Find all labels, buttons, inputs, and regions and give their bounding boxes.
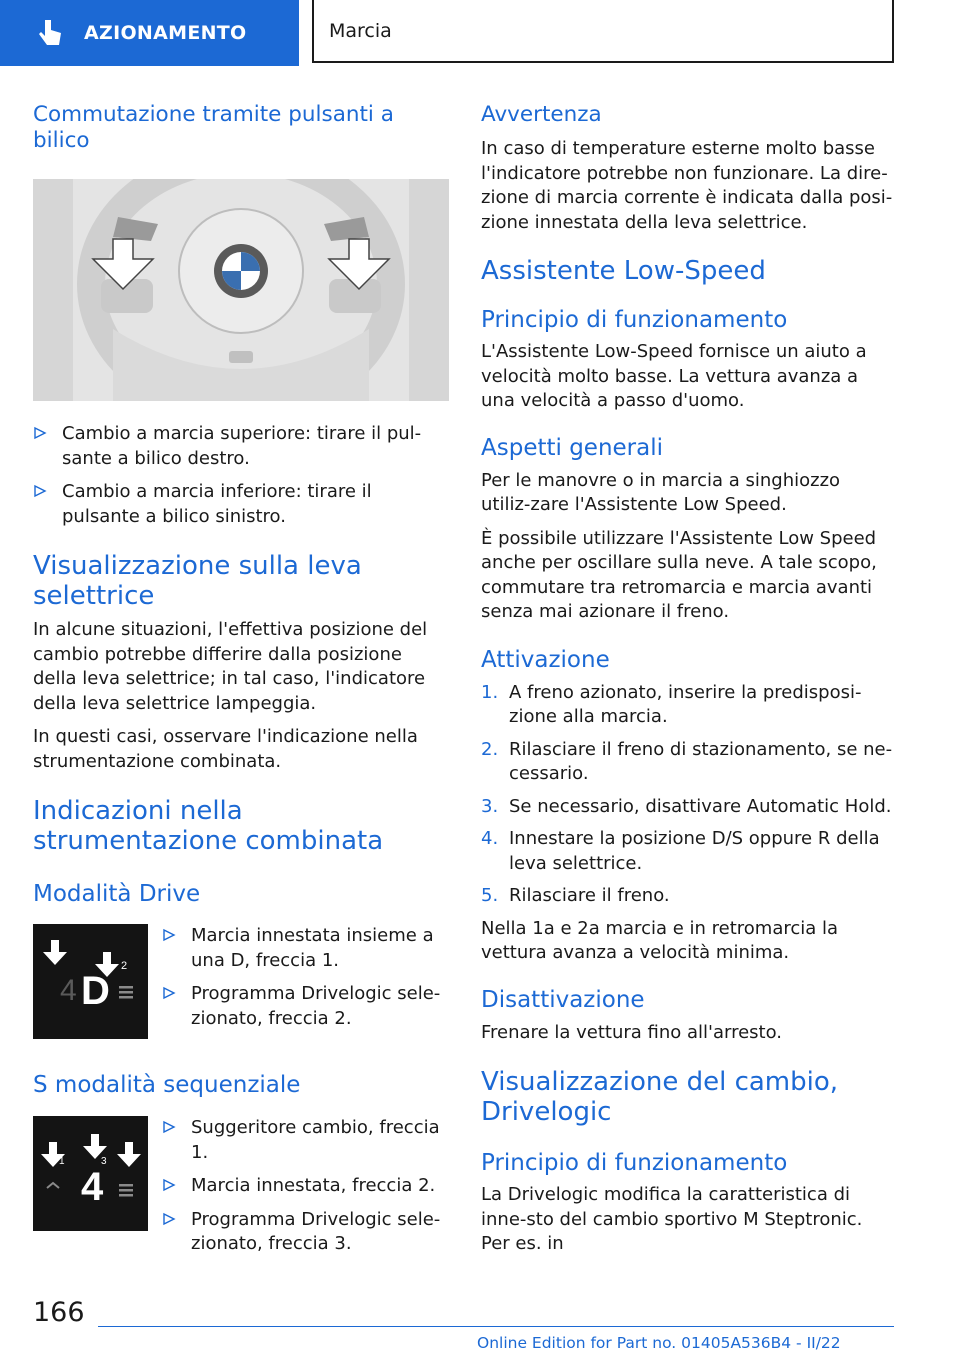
list-item: Suggeritore cambio, freccia 1.: [162, 1116, 449, 1165]
bullet-triangle-icon: [33, 426, 47, 440]
chapter-tab: [312, 0, 894, 63]
list-item: 4. Innestare la posizione D/S oppure R della leva selettrice.: [481, 828, 880, 874]
bullet-triangle-icon: [33, 484, 47, 498]
paragraph: In questi casi, osservare l'indicazione nella strumentazione combinata.: [33, 726, 418, 772]
list-item: 1. A freno azionato, inserire la predisposi-zione alla marcia.: [481, 681, 862, 727]
arrow-label-2: 2: [121, 960, 128, 972]
heading-drivelogic: Visualizzazione del cambio, Drivelogic: [481, 1067, 839, 1127]
drive-letter: D: [81, 969, 110, 1013]
edition-note: Online Edition for Part no. 01405A536B4 - II/22: [477, 1334, 841, 1352]
svg-text:2: 2: [91, 1144, 97, 1155]
heading-instrument-cluster: Indicazioni nella strumentazione combinata: [33, 796, 384, 856]
heading-operating-principle-2: Principio di funzionamento: [481, 1150, 788, 1176]
footer-divider: [98, 1326, 894, 1327]
paragraph: Nella 1a e 2a marcia e in retromarcia la vettura avanza a velocità minima.: [481, 917, 839, 963]
list-item: Cambio a marcia superiore: tirare il pul-sante a bilico destro.: [33, 422, 449, 471]
heading-rocker-switches: Commutazione tramite pulsanti a bilico: [33, 102, 394, 153]
heading-general: Aspetti generali: [481, 434, 664, 461]
paragraph: Per le manovre o in marcia a singhiozzo utiliz-zare l'Assistente Low Speed.: [481, 469, 841, 515]
list-item: Programma Drivelogic sele-zionato, freccia 3.: [162, 1208, 449, 1257]
hand-pointer-icon: [34, 17, 66, 49]
section-tab: [0, 0, 299, 66]
list-item: Programma Drivelogic sele-zionato, freccia 2.: [162, 982, 449, 1031]
paragraph: In alcune situazioni, l'effettiva posizione del cambio potrebbe differire dalla posizione della leva selettrice; in tal caso, l'indicatore della leva selettrice lampeggia.: [33, 619, 428, 714]
bullet-triangle-icon: [162, 1120, 176, 1134]
svg-text:1: 1: [59, 1156, 65, 1167]
drive-bullet-list: [162, 924, 449, 1040]
paragraph: È possibile utilizzare l'Assistente Low Speed anche per oscillare sulla neve. A tale scopo, commutare tra retromarcia e marcia avanti senza mai azionare il freno.: [481, 527, 877, 622]
section-title: AZIONAMENTO: [84, 22, 247, 44]
steering-wheel-paddles-image: [33, 179, 449, 401]
bullet-triangle-icon: [162, 1178, 176, 1192]
page-number: 166: [33, 1297, 85, 1328]
sequential-mode-block: [33, 1116, 449, 1266]
bullet-triangle-icon: [162, 928, 176, 942]
paragraph: Frenare la vettura fino all'arresto.: [481, 1021, 783, 1043]
paragraph: In caso di temperature esterne molto basse l'indicatore potrebbe non funzionare. La dire-zione di marcia corrente è indicata dalla posi-zione innestata della leva selettrice.: [481, 138, 893, 233]
gear-number: 4: [60, 974, 77, 1007]
paragraph: L'Assistente Low-Speed fornisce un aiuto a velocità molto basse. La vettura avanza a una velocità a passo d'uomo.: [481, 341, 867, 411]
heading-activation: Attivazione: [481, 646, 610, 673]
heading-drive-mode: Modalità Drive: [33, 881, 201, 907]
gear-number: 4: [81, 1165, 104, 1209]
heading-deactivation: Disattivazione: [481, 986, 645, 1013]
heading-selector-lever: Visualizzazione sulla leva selettrice: [33, 551, 362, 611]
bullet-triangle-icon: [162, 986, 176, 1000]
list-item: Marcia innestata insieme a una D, freccia 1.: [162, 924, 449, 973]
list-item: 3. Se necessario, disattivare Automatic Hold.: [481, 795, 892, 817]
chapter-title: Marcia: [329, 19, 392, 42]
heading-warning: Avvertenza: [481, 102, 602, 127]
activation-steps-list: [481, 681, 893, 909]
svg-text:3: 3: [101, 1156, 107, 1167]
drive-mode-display-image: [33, 924, 148, 1039]
heading-sequential-mode: S modalità sequenziale: [33, 1072, 301, 1098]
heading-low-speed-assistant: Assistente Low-Speed: [481, 256, 766, 286]
left-column: [33, 96, 449, 1266]
sequential-bullet-list: [162, 1116, 449, 1266]
right-column: [481, 96, 893, 1257]
list-item: Cambio a marcia inferiore: tirare il pulsante a bilico sinistro.: [33, 480, 449, 529]
rocker-bullet-list: [33, 422, 449, 529]
heading-operating-principle: Principio di funzionamento: [481, 307, 788, 333]
list-item: 5. Rilasciare il freno.: [481, 885, 670, 906]
drive-mode-block: [33, 924, 449, 1040]
sequential-mode-display-image: [33, 1116, 148, 1231]
list-item: Marcia innestata, freccia 2.: [162, 1174, 449, 1199]
paragraph: La Drivelogic modifica la caratteristica di inne-sto del cambio sportivo M Steptronic. Per es. in: [481, 1184, 863, 1254]
bullet-triangle-icon: [162, 1212, 176, 1226]
list-item: 2. Rilasciare il freno di stazionamento, se ne-cessario.: [481, 738, 893, 784]
